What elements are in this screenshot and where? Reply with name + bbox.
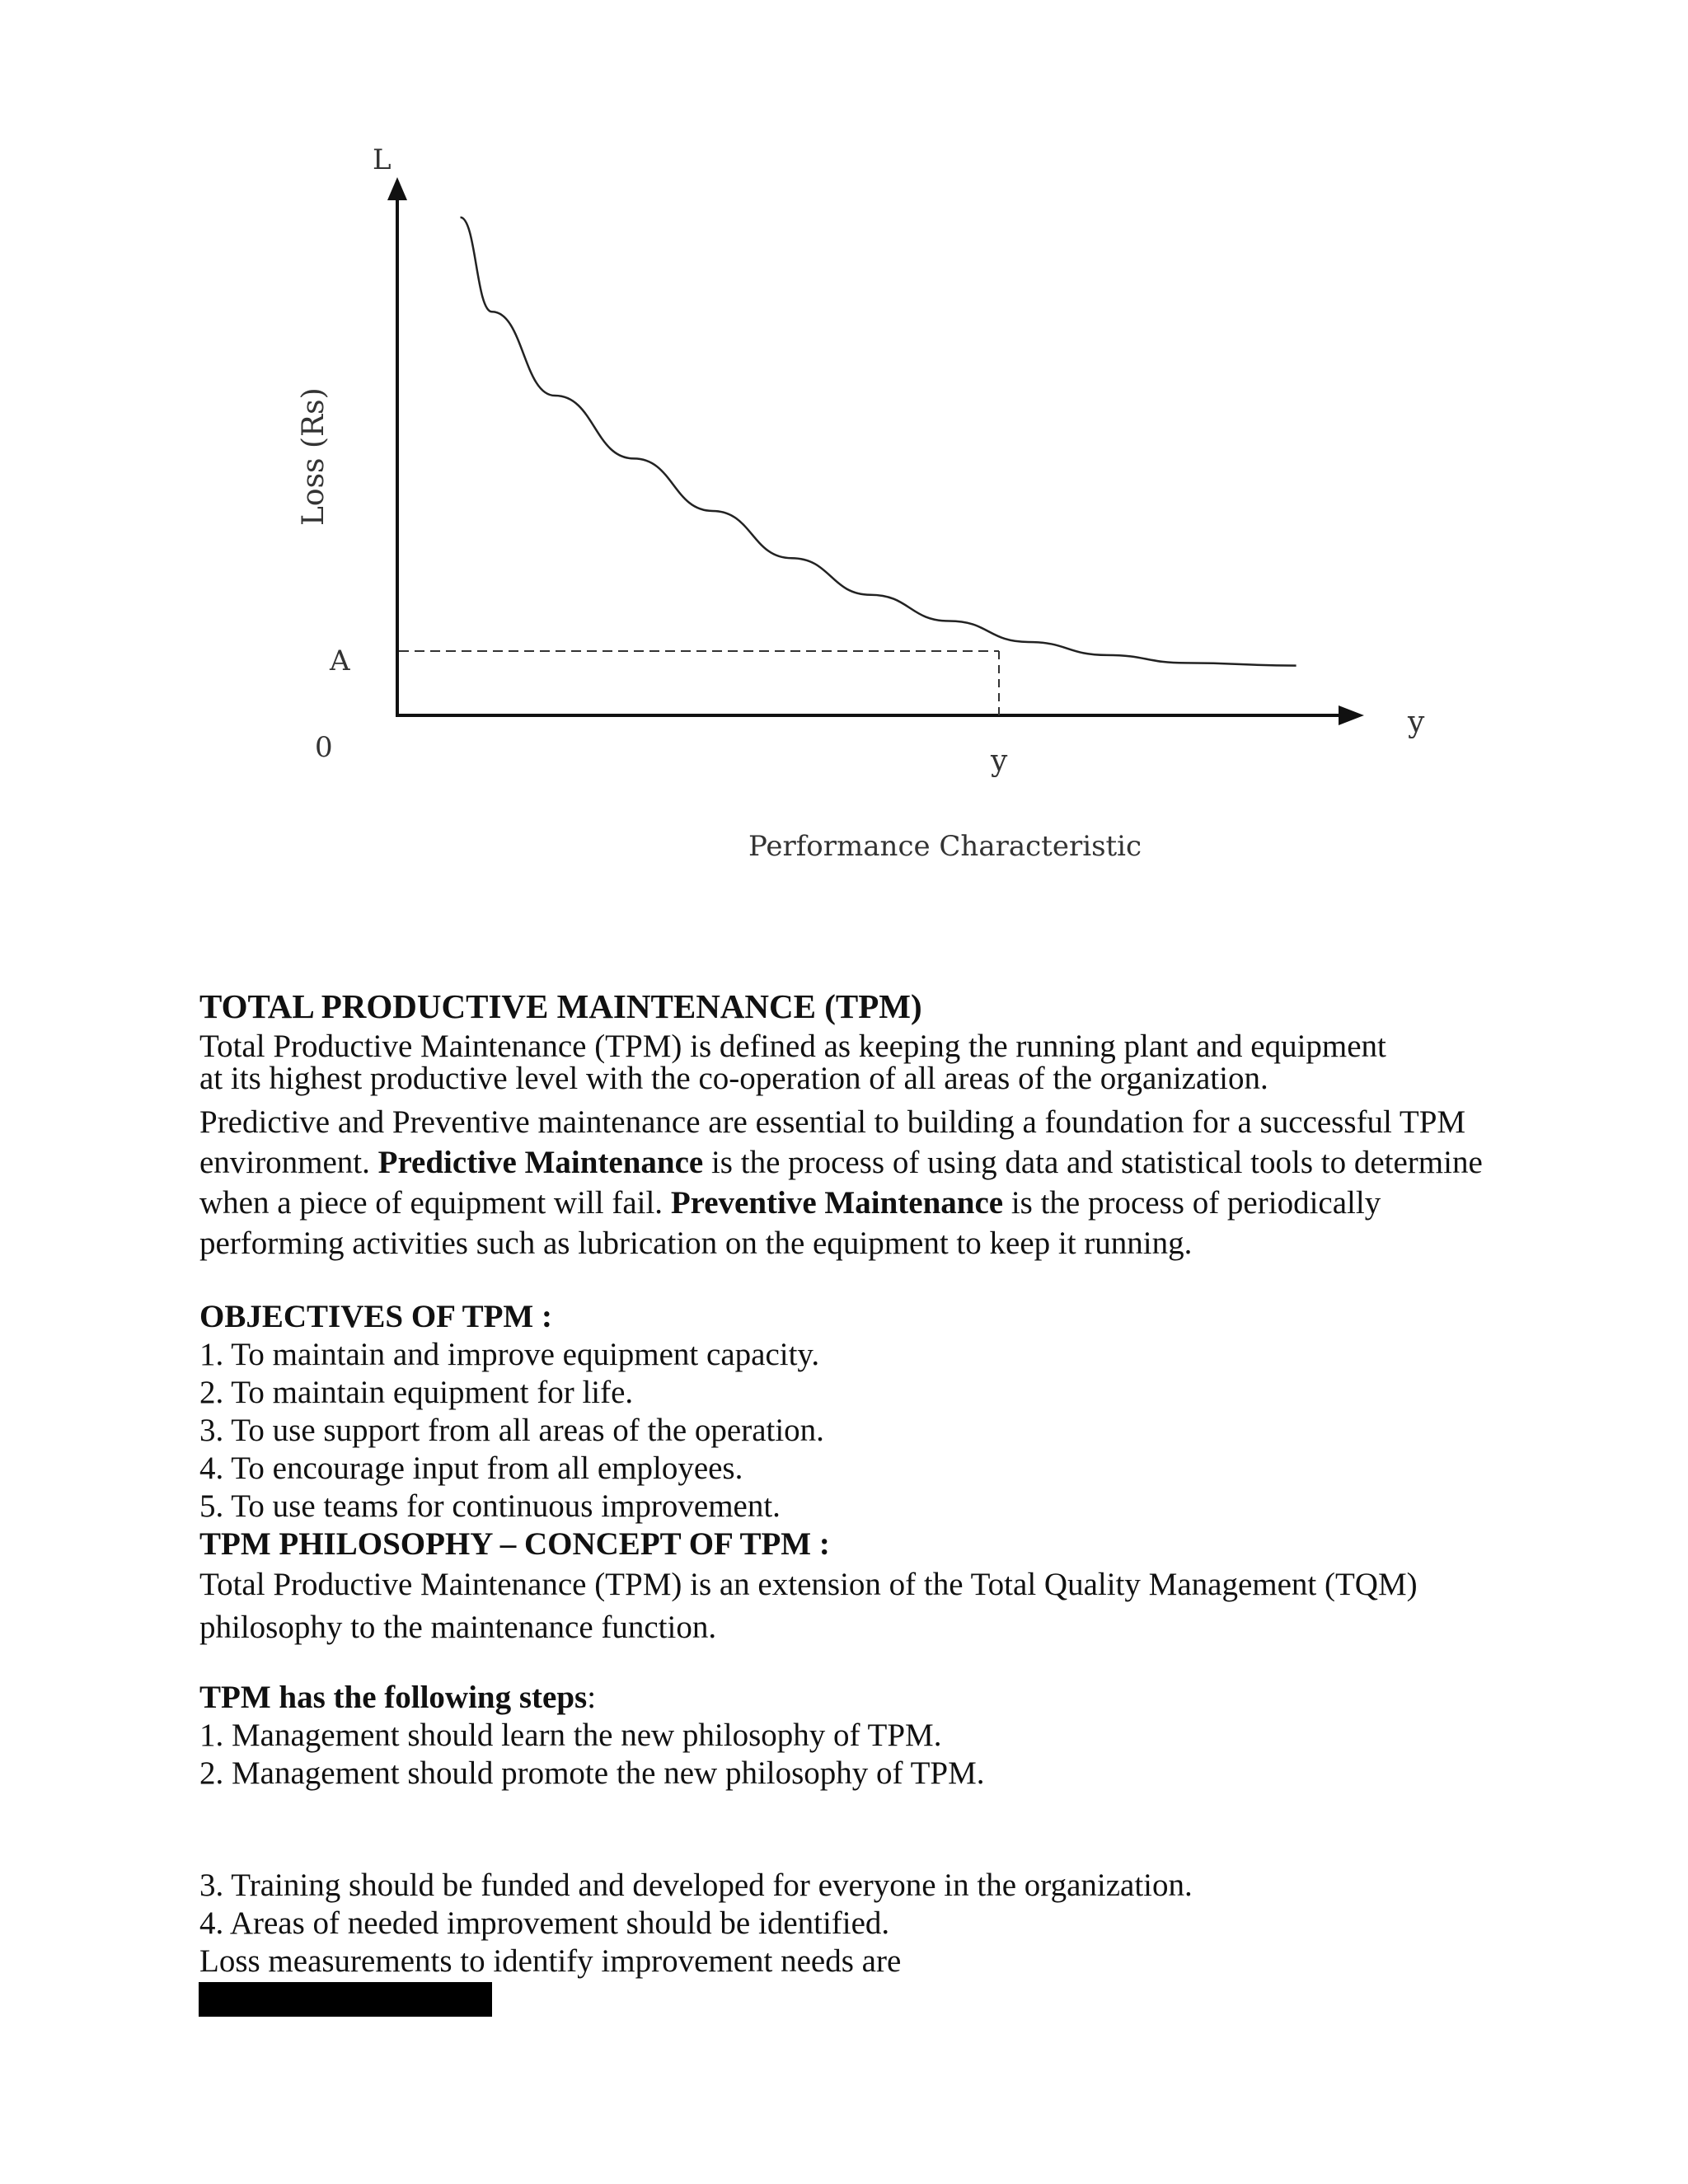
- list-item: 5. To use teams for continuous improvement.: [199, 1488, 781, 1524]
- philosophy-text: Total Productive Maintenance (TPM) is an extension of the Total Quality Management (TQM) philosophy to the maintenance function.: [199, 1567, 1418, 1645]
- tpm-definition-line-2: at its highest productive level with the co-operation of all areas of the organization.: [199, 1061, 1268, 1096]
- predictive-maintenance-term: Predictive Maintenance: [377, 1145, 704, 1180]
- loss-chart: [0, 0, 1688, 907]
- list-item: 2. To maintain equipment for life.: [199, 1375, 634, 1410]
- list-item: 4. To encourage input from all employees.: [199, 1451, 743, 1486]
- x-axis-arrow-icon: [1339, 705, 1364, 725]
- tpm-title: TOTAL PRODUCTIVE MAINTENANCE (TPM): [199, 987, 922, 1025]
- x-axis-end-label: y: [1408, 705, 1425, 739]
- objectives-section: [199, 1298, 1485, 1649]
- tpm-maintenance-paragraph: [199, 1102, 1485, 1263]
- y-axis-arrow-icon: [387, 177, 407, 200]
- steps-continued-section: [199, 1867, 1485, 1980]
- tpm-definition-line-1: Total Productive Maintenance (TPM) is defined as keeping the running plant and equipment: [199, 1029, 1386, 1064]
- y-axis-title: Loss (Rs): [297, 387, 331, 526]
- list-item: 3. To use support from all areas of the operation.: [199, 1413, 824, 1448]
- objectives-list: [199, 1336, 1485, 1526]
- list-item: 3. Training should be funded and developed for everyone in the organization.: [199, 1868, 1193, 1903]
- list-item: 2. Management should promote the new philosophy of TPM.: [199, 1755, 985, 1791]
- a-label: A: [330, 644, 350, 677]
- steps-heading-colon: :: [587, 1680, 597, 1715]
- list-item: 1. Management should learn the new philosophy of TPM.: [199, 1718, 942, 1753]
- y-axis-top-label: L: [373, 143, 392, 176]
- y-marker-label: y: [991, 744, 1008, 778]
- tpm-paragraph-text-c: is the process of periodically performing activities such as lubrication on the equipment to keep it running.: [199, 1185, 1381, 1261]
- list-item: 1. To maintain and improve equipment capacity.: [199, 1337, 820, 1372]
- steps-heading-bold: TPM has the following steps: [199, 1680, 588, 1715]
- origin-label: 0: [315, 731, 333, 764]
- preventive-maintenance-term: Preventive Maintenance: [670, 1185, 1004, 1221]
- x-axis-title: Performance Characteristic: [748, 830, 1142, 863]
- objectives-heading: OBJECTIVES OF TPM :: [199, 1299, 552, 1334]
- tpm-section: [199, 985, 1485, 1263]
- steps-list-a: [199, 1717, 1485, 1793]
- steps-list-b: [199, 1867, 1485, 1943]
- tpm-paragraph-text-b: is the process of using data and statistical tools to determine when a piece of equipment will fail.: [199, 1145, 1483, 1221]
- list-item: 4. Areas of needed improvement should be identified.: [199, 1905, 890, 1941]
- redaction-bar: [199, 1982, 492, 2017]
- loss-measurements-line: Loss measurements to identify improvement needs are: [199, 1943, 902, 1979]
- steps-heading: [199, 1679, 1485, 1717]
- loss-curve: [461, 218, 1296, 666]
- philosophy-heading: TPM PHILOSOPHY – CONCEPT OF TPM :: [199, 1526, 830, 1562]
- steps-section: [199, 1679, 1485, 1793]
- tpm-paragraph-text-a: Predictive and Preventive maintenance are essential to building a foundation for a successful TPM environment.: [199, 1104, 1466, 1180]
